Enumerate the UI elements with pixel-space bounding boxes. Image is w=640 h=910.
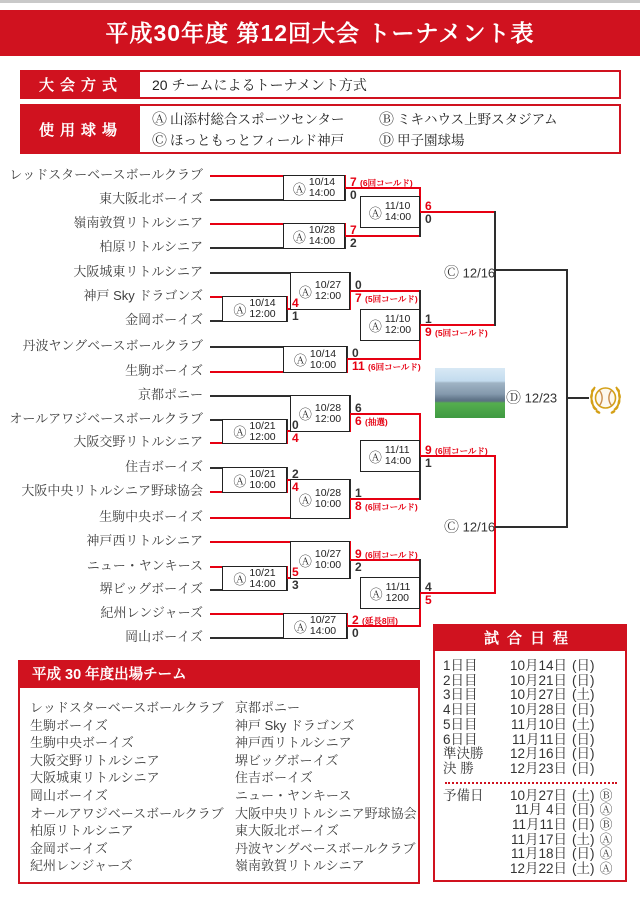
match-score: 0 <box>350 188 357 202</box>
venue-mark-icon: Ⓓ <box>379 132 395 149</box>
page-title: 平成30年度 第12回大会 トーナメント表 <box>0 10 640 56</box>
participant-team: オールアワジベースボールクラブ <box>30 805 224 821</box>
match-score: 2 <box>292 467 299 481</box>
team-name: 生駒ボーイズ <box>125 363 203 378</box>
match-label-m16 <box>360 577 420 609</box>
participant-team: 神戸 Sky ドラゴンズ <box>235 717 355 733</box>
match-label-m13 <box>290 541 350 579</box>
reserve-day-row: 12月22日 (土) Ⓐ <box>509 861 613 877</box>
score-note: (6回コールド) <box>365 550 418 560</box>
match-score: 11 (6回コールド) <box>352 359 421 373</box>
match-label-m5 <box>290 272 350 310</box>
round-connector <box>566 269 568 399</box>
match-label-m11 <box>290 479 350 519</box>
match-score: 8 (6回コールド) <box>355 499 418 513</box>
venue-mark-icon: Ⓐ <box>369 586 383 602</box>
schedule-box <box>433 624 627 882</box>
score-note: (6回コールド) <box>365 502 418 512</box>
venue-mark-icon: Ⓐ <box>152 111 168 128</box>
score-note: (6回コールド) <box>368 362 421 372</box>
round-connector <box>566 397 568 528</box>
team-name: 大阪交野リトルシニア <box>73 434 203 449</box>
score-note: (6回コールド) <box>360 178 413 188</box>
reserve-day-row: 11月17日 (土) Ⓐ <box>510 831 613 847</box>
venue-mark-icon: Ⓐ <box>292 229 306 245</box>
match-datetime: 10/27 12:00 <box>314 279 342 302</box>
venue-mark-icon: Ⓑ <box>599 817 613 833</box>
match-datetime: 10/14 14:00 <box>308 176 336 199</box>
match-score: 6 (抽選) <box>355 414 388 428</box>
match-score: 7 (6回コールド) <box>350 175 413 189</box>
score-note: (5回コールド) <box>435 328 488 338</box>
match-label-m7 <box>360 309 420 341</box>
match-score: 0 <box>352 346 359 360</box>
schedule-row: 2日目 10月21日 (日) <box>443 672 595 688</box>
venue-mark-icon: Ⓐ <box>233 473 247 489</box>
score-note: (6回コールド) <box>435 446 488 456</box>
match-datetime: 10/28 12:00 <box>314 401 342 425</box>
participant-team: 堺ビッグボーイズ <box>235 752 339 768</box>
match-score: 2 <box>350 236 357 250</box>
champion-trophy-icon <box>587 381 624 416</box>
venue-item: Ⓒ ほっともっとフィールド神戸 <box>152 132 345 149</box>
team-name: 京都ポニー <box>137 387 203 402</box>
match-score: 0 <box>292 418 299 432</box>
match-datetime: 10/28 14:00 <box>308 224 336 247</box>
schedule-row: 4日目 10月28日 (日) <box>443 702 595 718</box>
venue-mark-icon: Ⓒ <box>152 132 168 149</box>
team-name: オールアワジベースボールクラブ <box>9 411 203 426</box>
venue-mark-icon: Ⓐ <box>599 831 613 847</box>
round-label-sf2: Ⓒ 12/16 <box>444 518 496 536</box>
match-label-m3 <box>360 196 420 228</box>
reserve-day-row: 予備日 10月27日 (土) Ⓑ <box>443 787 613 803</box>
stadium-photo <box>435 368 505 418</box>
match-datetime: 11/11 1200 <box>385 581 411 604</box>
match-score: 2 <box>355 560 362 574</box>
participant-team: 大阪交野リトルシニア <box>30 752 160 768</box>
match-datetime: 10/28 10:00 <box>314 487 342 510</box>
venue-mark-icon: Ⓑ <box>599 787 613 803</box>
venue-mark-icon: Ⓐ <box>293 353 307 368</box>
match-score: 0 <box>352 626 359 640</box>
venue-mark-icon: Ⓐ <box>368 449 382 465</box>
participants-header: 平成 30 年度出場チーム <box>20 662 418 688</box>
participant-team: 住吉ボーイズ <box>235 770 313 786</box>
match-score: 2 (延長8回) <box>352 613 398 627</box>
participants-box <box>18 660 420 884</box>
participant-team: 神戸西リトルシニア <box>235 735 352 751</box>
participant-team: 丹波ヤングベースボールクラブ <box>235 840 416 856</box>
participant-team: 紀州レンジャーズ <box>30 858 133 874</box>
match-score: 1 <box>355 486 362 500</box>
schedule-row: 準決勝 12月16日 (日) <box>443 746 595 762</box>
match-score: 5 <box>425 593 432 607</box>
match-datetime: 10/27 14:00 <box>309 614 337 637</box>
match-score: 4 <box>292 431 299 445</box>
participant-team: 生駒中央ボーイズ <box>30 735 134 751</box>
schedule-row: 5日目 11月10日 (土) <box>443 716 595 732</box>
reserve-day-row: 11月 4日 (日) Ⓐ <box>514 802 613 818</box>
team-name: 大阪中央リトルシニア野球協会 <box>21 483 203 498</box>
participant-team: 柏原リトルシニア <box>30 823 134 839</box>
venue-mark-icon: Ⓐ <box>233 302 247 318</box>
match-score: 6 <box>355 401 362 415</box>
participant-team: 岡山ボーイズ <box>30 787 108 803</box>
reserve-day-row: 11月11日 (日) Ⓑ <box>511 817 613 833</box>
team-name: 岡山ボーイズ <box>125 629 203 644</box>
match-label-m6 <box>283 346 347 373</box>
schedule-divider <box>445 782 617 784</box>
venue-item: Ⓓ 甲子園球場 <box>379 132 465 149</box>
match-score: 3 <box>292 578 299 592</box>
match-score: 6 <box>425 199 432 213</box>
schedule-row: 3日目 10月27日 (土) <box>443 687 595 703</box>
match-label-m12 <box>360 440 420 472</box>
schedule-header: 試合日程 <box>435 626 625 651</box>
participant-team: 大阪城東リトルシニア <box>30 770 160 786</box>
venues-label: 使用球場 <box>22 106 140 152</box>
score-note: (抽選) <box>365 417 388 427</box>
schedule-row: 決 勝 12月23日 (日) <box>443 760 595 776</box>
participant-team: ニュー・ヤンキース <box>235 787 352 803</box>
advance-line <box>495 269 567 271</box>
participant-team: 大阪中央リトルシニア野球協会 <box>235 805 417 821</box>
match-datetime: 11/10 14:00 <box>384 200 412 223</box>
venue-mark-icon: Ⓐ <box>298 492 312 508</box>
match-datetime: 10/14 10:00 <box>309 347 337 371</box>
team-name: 東大阪北ボーイズ <box>99 191 203 206</box>
venue-mark-icon: Ⓐ <box>292 181 306 197</box>
match-score: 7 (5回コールド) <box>355 291 418 305</box>
match-label-m15 <box>283 613 347 639</box>
score-note: (延長8回) <box>362 616 398 626</box>
venue-mark-icon: Ⓐ <box>599 861 613 877</box>
match-datetime: 10/21 14:00 <box>249 566 276 590</box>
team-name: 大阪城東リトルシニア <box>73 264 203 279</box>
venue-mark-icon: Ⓐ <box>298 407 312 422</box>
method-value: 20 チームによるトーナメント方式 <box>152 76 367 93</box>
venue-mark-icon: Ⓐ <box>233 572 247 587</box>
match-score: 7 <box>350 223 357 237</box>
advance-line <box>567 397 589 399</box>
match-label-m4 <box>222 296 287 322</box>
match-datetime: 10/14 12:00 <box>249 297 276 320</box>
match-score: 5 <box>292 565 299 579</box>
match-score: 1 <box>292 309 299 323</box>
venue-item: Ⓑ ミキハウス上野スタジアム <box>379 111 558 128</box>
schedule-rows <box>435 651 625 877</box>
match-label-m2 <box>283 223 345 249</box>
team-name: 柏原リトルシニア <box>99 239 203 254</box>
team-name: 丹波ヤングベースボールクラブ <box>22 338 203 353</box>
team-name: 住吉ボーイズ <box>125 459 203 474</box>
method-label: 大会方式 <box>22 72 140 97</box>
venue-mark-icon: Ⓐ <box>368 318 382 334</box>
match-datetime: 11/10 12:00 <box>384 313 412 336</box>
venue-mark-icon: Ⓐ <box>368 205 382 221</box>
participant-team: 嶺南敦賀リトルシニア <box>235 858 365 874</box>
match-datetime: 10/21 12:00 <box>249 419 276 443</box>
venue-item: Ⓐ 山添村総合スポーツセンター <box>152 111 345 128</box>
team-name: ニュー・ヤンキース <box>86 558 203 573</box>
participant-team: 生駒ボーイズ <box>30 717 108 733</box>
venue-mark-icon: Ⓓ <box>506 389 522 407</box>
round-label-final: Ⓓ 12/23 <box>506 389 558 407</box>
venue-mark-icon: Ⓐ <box>298 284 312 300</box>
team-name: 紀州レンジャーズ <box>100 605 203 620</box>
match-score: 4 <box>292 480 299 494</box>
match-label-m9 <box>290 395 350 432</box>
participant-team: 東大阪北ボーイズ <box>235 823 339 839</box>
match-label-m1 <box>283 175 345 201</box>
team-name: 神戸 Sky ドラゴンズ <box>83 288 203 303</box>
match-score: 9 (5回コールド) <box>425 325 488 339</box>
team-name: 嶺南敦賀リトルシニア <box>73 215 203 230</box>
participant-team: 京都ポニー <box>235 700 301 715</box>
match-score: 1 <box>425 456 432 470</box>
round-label-sf1: Ⓒ 12/16 <box>444 264 496 282</box>
match-score: 0 <box>355 278 362 292</box>
venue-mark-icon: Ⓒ <box>444 518 460 536</box>
reserve-day-row: 11月18日 (日) Ⓐ <box>510 846 613 862</box>
match-datetime: 10/27 10:00 <box>314 548 342 571</box>
participant-team: 金岡ボーイズ <box>30 840 108 856</box>
match-score: 9 (6回コールド) <box>355 547 418 561</box>
schedule-row: 6日目 11月11日 (日) <box>443 731 595 747</box>
advance-line <box>495 526 567 528</box>
match-datetime: 11/11 14:00 <box>384 444 412 467</box>
participants-list <box>20 688 418 875</box>
match-label-m10 <box>222 467 287 493</box>
match-label-m14 <box>222 566 287 591</box>
match-score: 4 <box>292 296 299 310</box>
participant-team: レッドスターベースボールクラブ <box>30 700 224 715</box>
venue-mark-icon: Ⓑ <box>379 111 395 128</box>
venue-mark-icon: Ⓐ <box>599 846 613 862</box>
match-score: 1 <box>425 312 432 326</box>
schedule-row: 1日目 10月14日 (日) <box>443 658 595 673</box>
score-note: (5回コールド) <box>365 294 418 304</box>
venue-mark-icon: Ⓐ <box>233 425 247 440</box>
match-score: 9 (6回コールド) <box>425 443 488 457</box>
match-score: 4 <box>425 580 432 594</box>
team-name: 金岡ボーイズ <box>125 312 203 327</box>
venue-mark-icon: Ⓐ <box>599 802 613 818</box>
match-datetime: 10/21 10:00 <box>249 468 276 491</box>
team-name: 生駒中央ボーイズ <box>99 509 203 524</box>
venue-mark-icon: Ⓐ <box>298 553 312 569</box>
match-label-m8 <box>222 419 287 444</box>
venue-mark-icon: Ⓐ <box>293 619 307 635</box>
team-name: レッドスターベースボールクラブ <box>9 167 203 182</box>
match-score: 0 <box>425 212 432 226</box>
venue-mark-icon: Ⓒ <box>444 264 460 282</box>
team-name: 神戸西リトルシニア <box>86 533 203 548</box>
team-name: 堺ビッグボーイズ <box>99 581 203 596</box>
